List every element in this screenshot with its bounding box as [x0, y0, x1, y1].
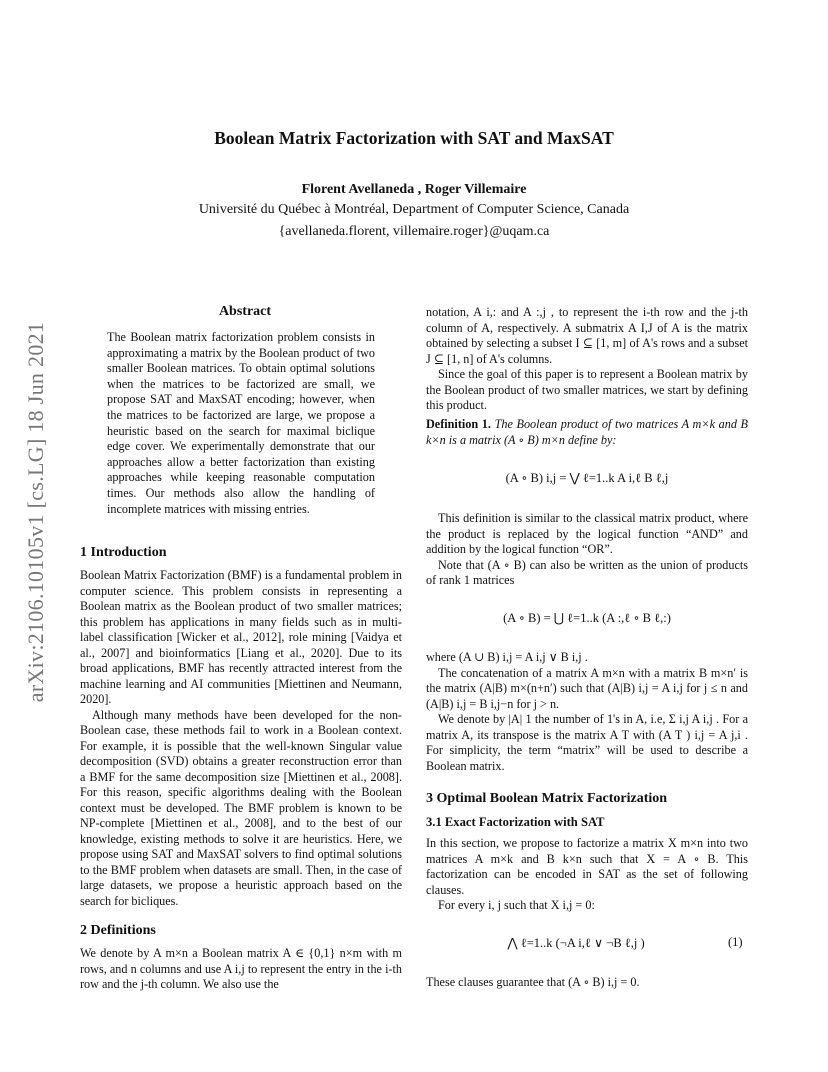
- author-list: Florent Avellaneda , Roger Villemaire: [301, 182, 527, 197]
- definition-label: Definition 1.: [426, 417, 491, 431]
- notation-count-paragraph: We denote by |A| 1 the number of 1's in A, i.e, Σ i,j A i,j . For a matrix A, its transpose is the matrix A T with (A T ) i,j = A j,i . For simplicity, the term “matrix” will be used to describe a Boolean matrix.: [426, 712, 748, 773]
- section-1-body: [80, 568, 402, 909]
- equation-1: ⋀ ℓ=1..k (¬A i,ℓ ∨ ¬B ℓ,j ): [507, 936, 645, 950]
- clause-condition: For every i, j such that X i,j = 0:: [438, 898, 595, 912]
- right-column-middle: [426, 511, 748, 589]
- author-emails: {avellaneda.florent, villemaire.roger}@uqam.ca: [278, 224, 550, 239]
- abstract-heading: Abstract: [218, 304, 272, 319]
- intro-paragraph-2: Although many methods have been developed for the non-Boolean case, these methods fail to work in a Boolean context. For example, it is possible that the well-known Singular value decomposition (SVD) obtains a greater reconstruction error than a BMF for the same decomposition size [Miettinen et al., 2008]. For this reason, specific algorithms dealing with the Boolean context must be developed. The BMF problem is known to be NP-complete [Miettinen et al., 2008], and to the best of our knowledge, existing methods to solve it are heuristics. Here, we propose using SAT and MaxSAT solvers to find optimal solutions to the BMF problem when datasets are small. Then, in the case of large datasets, we propose a heuristic approach based on the search for bicliques.: [80, 707, 402, 908]
- union-definition: where (A ∪ B) i,j = A i,j ∨ B i,j .: [426, 650, 588, 664]
- concatenation-paragraph: The concatenation of a matrix A m×n with a matrix B m×n′ is the matrix (A|B) m×(n+n′) such that (A|B) i,j = A i,j for j ≤ n and (A|B) i,j = B i,j−n for j > n.: [426, 665, 748, 711]
- section-1-heading: 1 Introduction: [80, 545, 167, 560]
- equation-union: (A ∘ B) = ⋃ ℓ=1..k (A :,ℓ ∘ B ℓ,:): [503, 611, 671, 625]
- union-paragraph: Note that (A ∘ B) can also be written as the union of products of rank 1 matrices: [426, 557, 748, 587]
- section-2-body: [80, 946, 402, 993]
- abstract-body: [107, 330, 375, 517]
- definitions-paragraph: We denote by A m×n a Boolean matrix A ∈ {0,1} n×m with m rows, and n columns and use A i,j to represent the entry in the i-th row and the j-th column. We also use the: [80, 946, 402, 991]
- definition-text: The Boolean product of two matrices A m×k and B k×n is a matrix (A ∘ B) m×n define by:: [426, 417, 749, 447]
- abstract-text: The Boolean matrix factorization problem consists in approximating a matrix by the Boolean product of two smaller Boolean matrices. To obtain optimal solutions when the matrices to be factorized are small, we propose SAT and MaxSAT encoding; however, when the matrices to be factorized are large, we propose a heuristic based on the search for maximal biclique edge cover. We experimentally demonstrate that our approaches allow a better factorization than existing approaches while keeping reasonable computation times. Our methods also allow the handling of incomplete matrices with missing entries.: [107, 330, 375, 516]
- equation-boolean-product: (A ∘ B) i,j = ⋁ ℓ=1..k A i,ℓ B ℓ,j: [505, 471, 669, 485]
- right-column-lower: [426, 650, 748, 774]
- definition-1: [426, 417, 748, 448]
- paper-title: Boolean Matrix Factorization with SAT and MaxSAT: [214, 128, 614, 148]
- intro-paragraph-1: Boolean Matrix Factorization (BMF) is a fundamental problem in computer science. This problem consists in representing a Boolean matrix as the Boolean product of two smaller matrices; this problem has applications in many fields such as in multi-label classification [Wicker et al., 2012], role mining [Vaidya et al., 2007] and bioinformatics [Liang et al., 2020]. Due to its broad applications, BMF has recently attracted interest from the machine learning and AI communities [Miettinen and Neumann, 2020].: [80, 568, 402, 706]
- section-3-1-conclusion: [426, 975, 748, 991]
- section-2-heading: 2 Definitions: [80, 923, 156, 938]
- clause-guarantee: These clauses guarantee that (A ∘ B) i,j = 0.: [426, 975, 640, 989]
- notation-paragraph: notation, A i,: and A :,j , to represent the i-th row and the j-th column of A, respectively. A submatrix A I,J of A is the matrix obtained by selecting a subset I ⊆ [1, m] of A's rows and a subset J ⊆ [1, n] of A's columns.: [426, 305, 748, 366]
- section-3-1-heading: 3.1 Exact Factorization with SAT: [426, 815, 605, 829]
- affiliation: Université du Québec à Montréal, Department of Computer Science, Canada: [198, 202, 630, 217]
- sat-intro-paragraph: In this section, we propose to factorize a matrix X m×n into two matrices A m×k and B k×n such that X = A ∘ B. This factorization can be encoded in SAT as the set of following clauses.: [426, 836, 748, 897]
- section-3-1-body: [426, 836, 748, 914]
- arxiv-stamp: arXiv:2106.10105v1 [cs.LG] 18 Jun 2021: [23, 321, 48, 703]
- equation-1-number: (1): [728, 935, 743, 949]
- product-intro-paragraph: Since the goal of this paper is to represent a Boolean matrix by the Boolean product of two smaller matrices, we start by defining this product.: [426, 367, 748, 412]
- similarity-paragraph: This definition is similar to the classical matrix product, where the product is replaced by the logical function “AND” and addition by the logical function “OR”.: [426, 511, 748, 556]
- right-column-top: [426, 305, 748, 414]
- section-3-heading: 3 Optimal Boolean Matrix Factorization: [426, 791, 668, 806]
